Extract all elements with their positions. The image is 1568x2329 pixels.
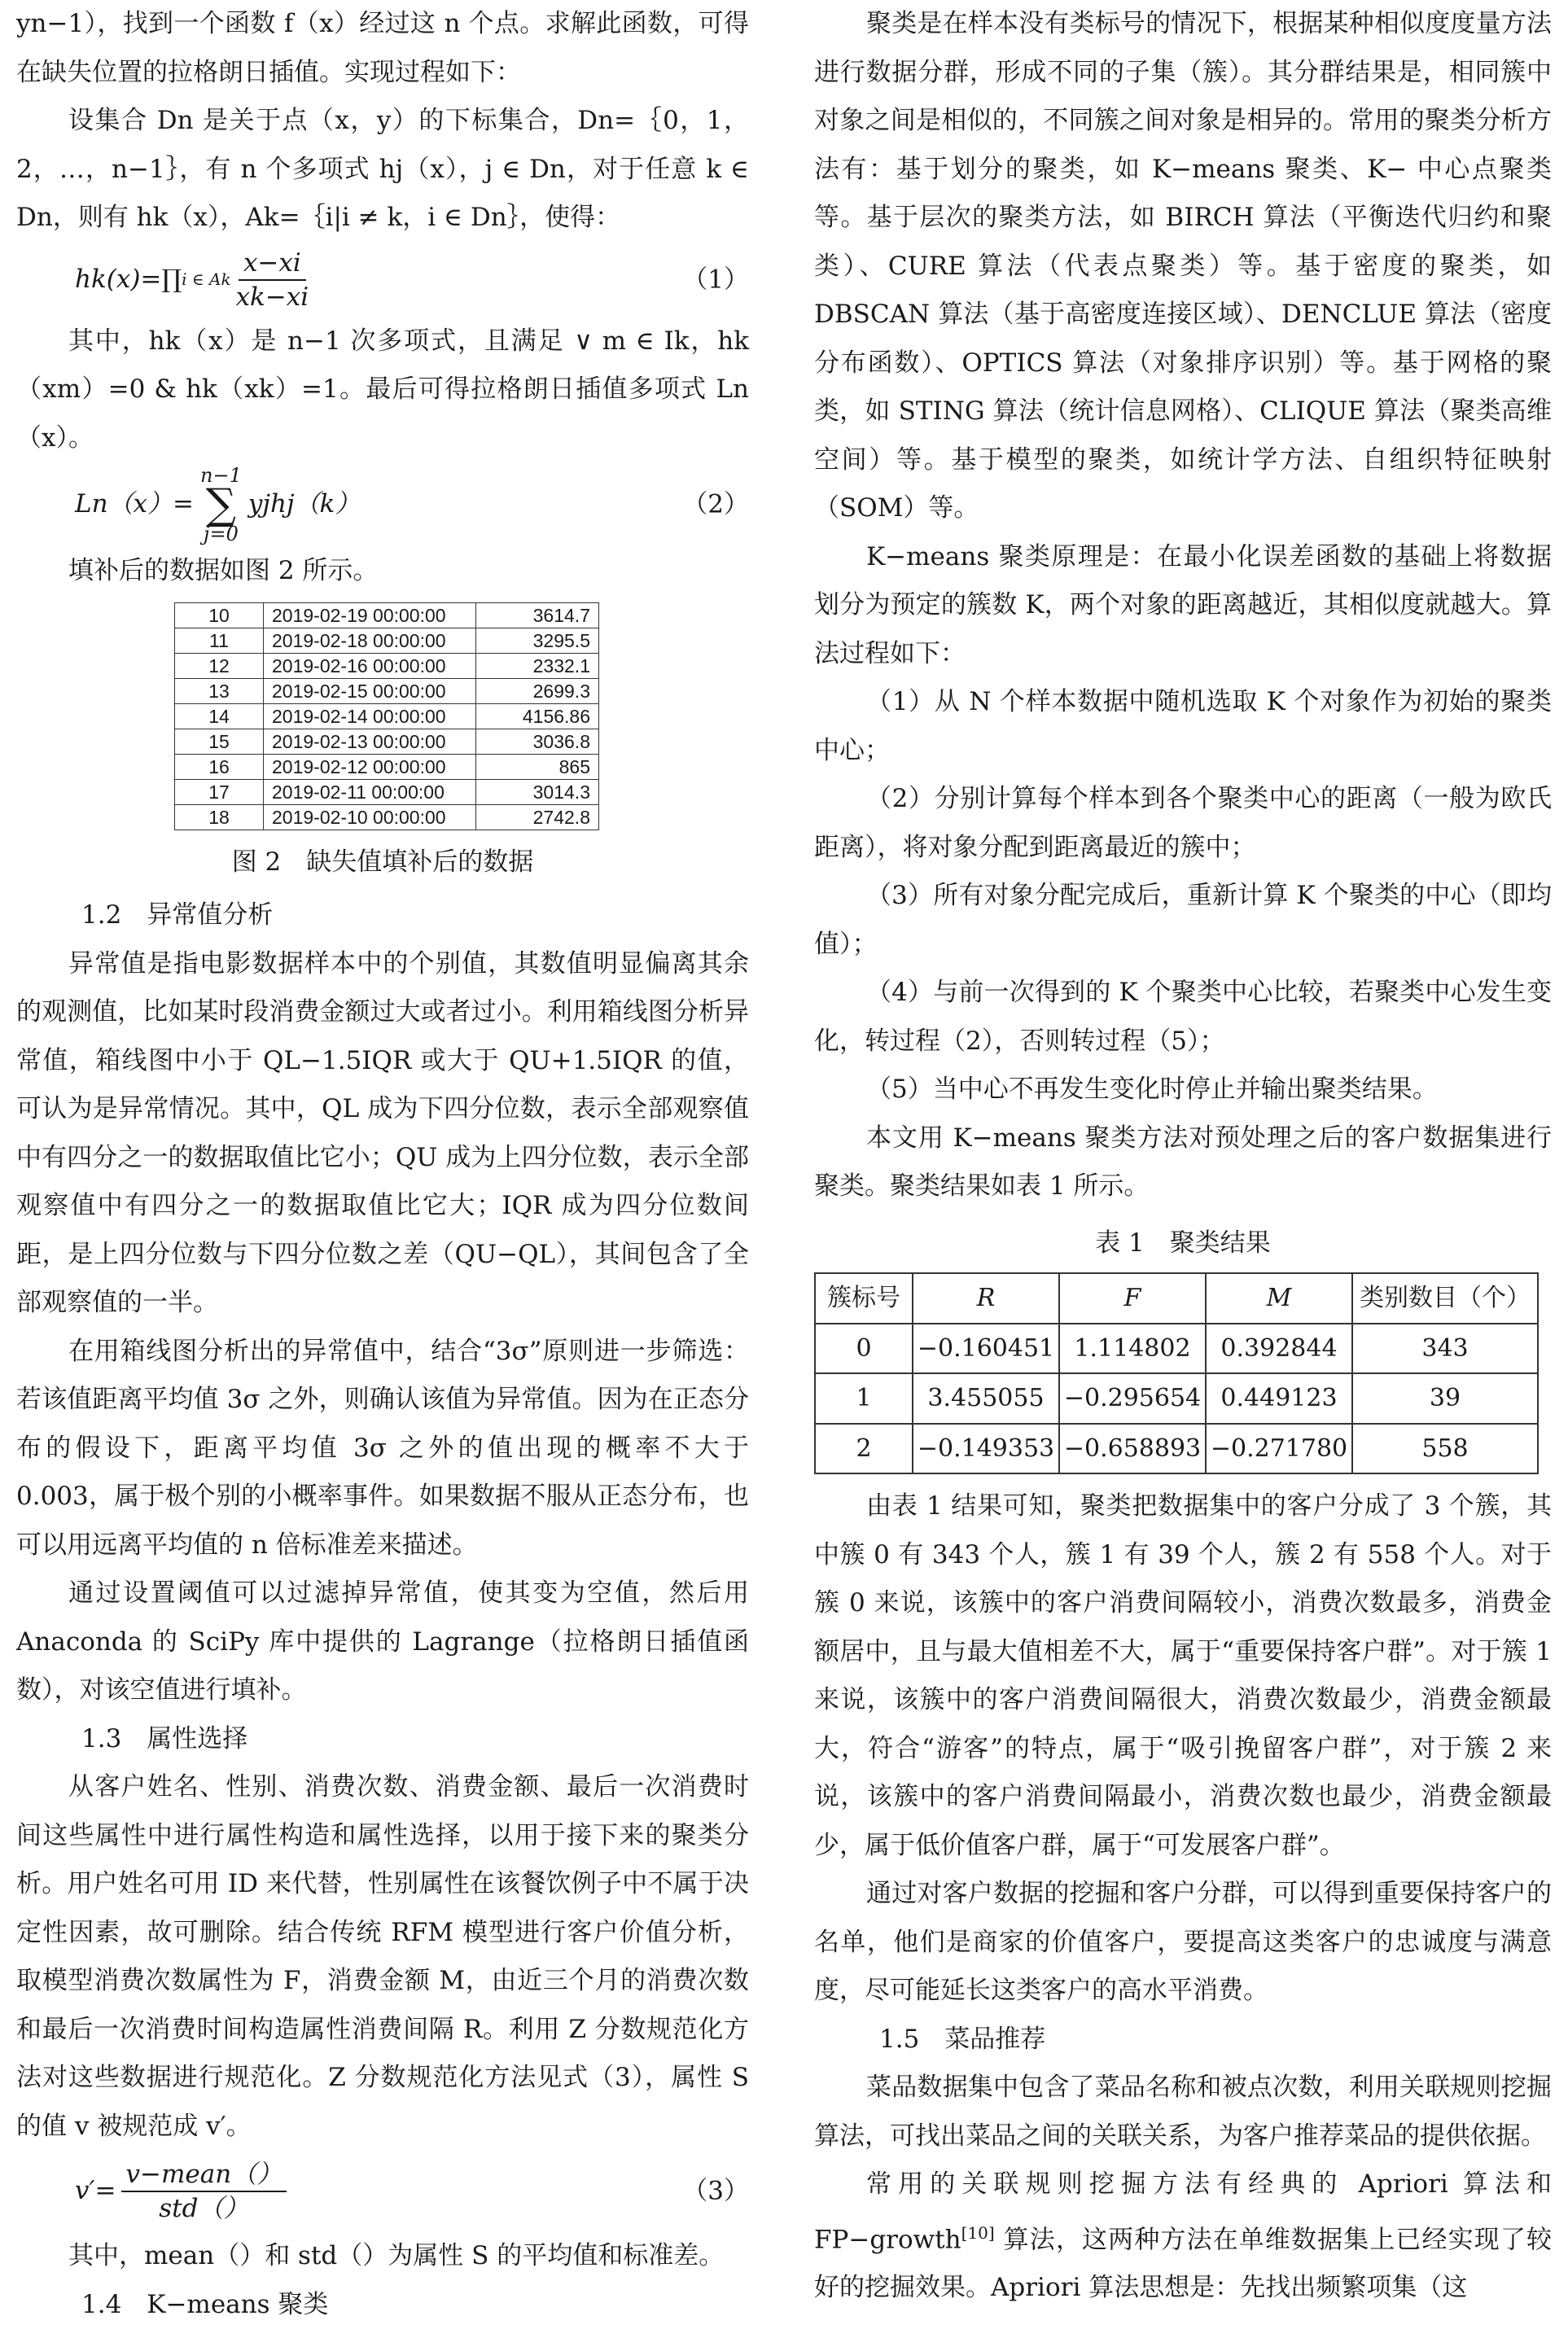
table-cell: −0.271780 xyxy=(1206,1424,1352,1474)
table-cell: 2019-02-11 00:00:00 xyxy=(264,779,476,804)
table-cell: 1.114802 xyxy=(1059,1324,1206,1374)
table-cell: 15 xyxy=(175,729,264,754)
table-row xyxy=(175,703,599,729)
table-cell: 558 xyxy=(1352,1424,1538,1474)
table-cell: 0.449123 xyxy=(1206,1373,1352,1424)
table-1 xyxy=(814,1272,1539,1474)
eq3-numerator: v−mean（） xyxy=(121,2158,287,2192)
section-heading: 1.5 菜品推荐 xyxy=(814,2016,1552,2064)
table-header-cell: 簇标号 xyxy=(815,1273,913,1324)
table-cell: 12 xyxy=(175,653,264,678)
paragraph: yn−1），找到一个函数 f（x）经过这 n 个点。求解此函数，可得在缺失位置的拉格朗日插值。实现过程如下： xyxy=(16,0,749,97)
eq1-numerator: x−xi xyxy=(239,247,306,281)
equation-1 xyxy=(16,243,749,317)
algorithm-step: （4）与前一次得到的 K 个聚类中心比较，若聚类中心发生变化，转过程（2），否则转过程（5）； xyxy=(814,969,1552,1066)
table-cell: −0.149353 xyxy=(913,1424,1059,1474)
eq2-upper: n−1 xyxy=(200,466,242,484)
paragraph xyxy=(814,2160,1552,2313)
table-cell: 1 xyxy=(815,1373,913,1424)
eq1-subscript: i ∈ Ak xyxy=(182,256,230,304)
eq2-sum xyxy=(200,466,242,543)
table-cell: 2332.1 xyxy=(476,653,599,678)
table-1-caption: 表 1 聚类结果 xyxy=(814,1219,1552,1268)
eq2-label: （2） xyxy=(682,480,749,529)
paragraph: 异常值是指电影数据样本中的个别值，其数值明显偏离其余的观测值，比如某时段消费金额过大或者过小。利用箱线图分析异常值，箱线图中小于 QL−1.5IQR 或大于 QU+1.5IQR 的值，可认为是异常情况。其中，QL 成为下四分位数，表示全部观察值中有四分之一的数据取值比它小；QU 成为上四分位数，表示全部观察值中有四分之一的数据取值比它大；IQR 成为四分位数间距，是上四分位数与下四分位数之差（QU−QL），其间包含了全部观察值的一半。 xyxy=(16,940,749,1328)
paragraph: 本文用 K−means 聚类方法对预处理之后的客户数据集进行聚类。聚类结果如表 1 所示。 xyxy=(814,1114,1552,1211)
algorithm-step: （1）从 N 个样本数据中随机选取 K 个对象作为初始的聚类中心； xyxy=(814,678,1552,775)
table-cell: 3.455055 xyxy=(913,1373,1059,1424)
paragraph: 其中，hk（x）是 n−1 次多项式，且满足 ∨ m ∈ Ik，hk（xm）=0 & hk（xk）=1。最后可得拉格朗日插值多项式 Ln（x）。 xyxy=(16,317,749,463)
table-cell: 10 xyxy=(175,602,264,628)
left-column xyxy=(16,0,749,2329)
eq3-label: （3） xyxy=(682,2167,749,2216)
table-row xyxy=(175,653,599,678)
paragraph: 在用箱线图分析出的异常值中，结合“3σ”原则进一步筛选：若该值距离平均值 3σ 之外，则确认该值为异常值。因为在正态分布的假设下，距离平均值 3σ 之外的值出现的概率不大于 0.003，属于极个别的小概率事件。如果数据不服从正态分布，也可以用远离平均值的 n 倍标准差来描述。 xyxy=(16,1328,749,1570)
table-row xyxy=(175,754,599,779)
table-cell: −0.295654 xyxy=(1059,1373,1206,1424)
table-cell: 3614.7 xyxy=(476,602,599,628)
paragraph: 从客户姓名、性别、消费次数、消费金额、最后一次消费时间这些属性中进行属性构造和属性选择，以用于接下来的聚类分析。用户姓名可用 ID 来代替，性别属性在该餐饮例子中不属于决定性因素，故可删除。结合传统 RFM 模型进行客户价值分析，取模型消费次数属性为 F，消费金额 M，由近三个月的消费次数和最后一次消费时间构造属性消费间隔 R。利用 Z 分数规范化方法对这些数据进行规范化。Z 分数规范化方法见式（3），属性 S 的值 v 被规范成 v′。 xyxy=(16,1763,749,2151)
table-cell: 0.392844 xyxy=(1206,1324,1352,1374)
table-cell: 4156.86 xyxy=(476,703,599,729)
table-row xyxy=(175,602,599,628)
paragraph: 通过对客户数据的挖掘和客户分群，可以得到重要保持客户的名单，他们是商家的价值客户，要提高这类客户的忠诚度与满意度，尽可能延长这类客户的高水平消费。 xyxy=(814,1870,1552,2016)
table-cell: 2019-02-19 00:00:00 xyxy=(264,602,476,628)
table-cell: 2742.8 xyxy=(476,804,599,830)
table-cell: 18 xyxy=(175,804,264,830)
right-column xyxy=(814,0,1552,2313)
paragraph: 由表 1 结果可知，聚类把数据集中的客户分成了 3 个簇，其中簇 0 有 343 个人，簇 1 有 39 个人，簇 2 有 558 个人。对于簇 0 来说，该簇中的客户消费间隔较小，消费次数最多，消费金额居中，且与最大值相差不大，属于“重要保持客户群”。对于簇 1 来说，该簇中的客户消费间隔很大，消费次数最少，消费金额最大，符合“游客”的特点，属于“吸引挽留客户群”，对于簇 2 来说，该簇中的客户消费间隔最小，消费次数也最少，消费金额最少，属于低价值客户群，属于“可发展客户群”。 xyxy=(814,1482,1552,1870)
table-cell: 0 xyxy=(815,1324,913,1374)
eq2-lhs: Ln（x）= xyxy=(75,480,194,529)
citation-ref: [10] xyxy=(961,2223,995,2243)
section-heading: 1.3 属性选择 xyxy=(16,1715,749,1764)
eq1-label: （1） xyxy=(682,256,749,304)
table-cell: 16 xyxy=(175,754,264,779)
paragraph: 聚类是在样本没有类标号的情况下，根据某种相似度度量方法进行数据分群，形成不同的子集（簇）。其分群结果是，相同簇中对象之间是相似的，不同簇之间对象是相异的。常用的聚类分析方法有：基于划分的聚类，如 K−means 聚类、K− 中心点聚类等。基于层次的聚类方法，如 BIRCH 算法（平衡迭代归约和聚类）、CURE 算法（代表点聚类）等。基于密度的聚类，如 DBSCAN 算法（基于高密度连接区域）、DENCLUE 算法（密度分布函数）、OPTICS 算法（对象排序识别）等。基于网格的聚类，如 STING 算法（统计信息网格）、CLIQUE 算法（聚类高维空间）等。基于模型的聚类，如统计学方法、自组织特征映射（SOM）等。 xyxy=(814,0,1552,533)
table-cell: 13 xyxy=(175,678,264,703)
table-header-cell: R xyxy=(913,1273,1059,1324)
table-row xyxy=(175,779,599,804)
table-cell: 2699.3 xyxy=(476,678,599,703)
eq3-lhs: v′= xyxy=(75,2167,116,2216)
paragraph: 填补后的数据如图 2 所示。 xyxy=(16,547,749,596)
paragraph: 菜品数据集中包含了菜品名称和被点次数，利用关联规则挖掘算法，可找出菜品之间的关联关系，为客户推荐菜品的提供依据。 xyxy=(814,2064,1552,2160)
paragraph-text: 常用的关联规则挖掘方法有经典的 Apriori 算法和 FP−growth xyxy=(814,2169,1552,2254)
table-cell: 2019-02-13 00:00:00 xyxy=(264,729,476,754)
table-cell: 3036.8 xyxy=(476,729,599,754)
table-cell: −0.658893 xyxy=(1059,1424,1206,1474)
eq3-denominator: std（） xyxy=(159,2192,248,2225)
table-cell: 2019-02-18 00:00:00 xyxy=(264,628,476,653)
table-header-cell: F xyxy=(1059,1273,1206,1324)
table-row xyxy=(815,1324,1538,1374)
table-cell: 17 xyxy=(175,779,264,804)
eq2-rhs: yjhj（k） xyxy=(248,480,361,529)
table-cell: 14 xyxy=(175,703,264,729)
paragraph: 通过设置阈值可以过滤掉异常值，使其变为空值，然后用 Anaconda 的 SciPy 库中提供的 Lagrange（拉格朗日插值函数），对该空值进行填补。 xyxy=(16,1569,749,1715)
table-row xyxy=(815,1373,1538,1424)
paragraph: K−means 聚类原理是：在最小化误差函数的基础上将数据划分为预定的簇数 K，两个对象的距离越近，其相似度就越大。算法过程如下： xyxy=(814,533,1552,679)
section-heading: 1.2 异常值分析 xyxy=(16,891,749,940)
table-cell: 2019-02-10 00:00:00 xyxy=(264,804,476,830)
paragraph-text: 算法，这两种方法在单维数据集上已经实现了较好的挖掘效果。Apriori 算法思想是：先找出频繁项集（这 xyxy=(814,2225,1552,2303)
table-cell: 11 xyxy=(175,628,264,653)
sigma-symbol: ∑ xyxy=(206,484,236,525)
equation-3 xyxy=(16,2151,749,2232)
table-cell: 865 xyxy=(476,754,599,779)
figure-2-caption: 图 2 缺失值填补后的数据 xyxy=(16,838,749,887)
algorithm-step: （5）当中心不再发生变化时停止并输出聚类结果。 xyxy=(814,1066,1552,1114)
table-header-cell: 类别数目（个） xyxy=(1352,1273,1538,1324)
eq3-fraction xyxy=(121,2158,287,2225)
table-header-cell: M xyxy=(1206,1273,1352,1324)
section-heading: 1.4 K−means 聚类 xyxy=(16,2281,749,2329)
algorithm-step: （3）所有对象分配完成后，重新计算 K 个聚类的中心（即均值）； xyxy=(814,872,1552,969)
table-row xyxy=(175,628,599,653)
eq1-lhs: hk(x)=∏ xyxy=(75,256,182,304)
paragraph: 设集合 Dn 是关于点（x，y）的下标集合，Dn=｛0，1，2，…，n−1｝，有 n 个多项式 hj（x），j ∈ Dn，对于任意 k ∈ Dn，则有 hk（x），Ak=｛i|i ≠ k，i ∈ Dn｝，使得： xyxy=(16,97,749,243)
figure-2-table xyxy=(174,602,599,830)
table-row xyxy=(175,729,599,754)
table-cell: 39 xyxy=(1352,1373,1538,1424)
algorithm-step: （2）分别计算每个样本到各个聚类中心的距离（一般为欧氏距离），将对象分配到距离最近的簇中； xyxy=(814,775,1552,872)
paragraph: 其中，mean（）和 std（）为属性 S 的平均值和标准差。 xyxy=(16,2232,749,2281)
eq1-denominator: xk−xi xyxy=(236,281,309,313)
table-cell: 343 xyxy=(1352,1324,1538,1374)
table-cell: −0.160451 xyxy=(913,1324,1059,1374)
table-cell: 2 xyxy=(815,1424,913,1474)
table-cell: 2019-02-12 00:00:00 xyxy=(264,754,476,779)
eq2-lower: j=0 xyxy=(204,525,239,543)
table-row xyxy=(175,804,599,830)
table-cell: 3014.3 xyxy=(476,779,599,804)
eq1-fraction xyxy=(236,247,309,313)
table-cell: 2019-02-15 00:00:00 xyxy=(264,678,476,703)
table-cell: 2019-02-14 00:00:00 xyxy=(264,703,476,729)
table-cell: 2019-02-16 00:00:00 xyxy=(264,653,476,678)
table-row xyxy=(175,678,599,703)
table-header-row xyxy=(815,1273,1538,1324)
table-row xyxy=(815,1424,1538,1474)
equation-2 xyxy=(16,462,749,547)
table-cell: 3295.5 xyxy=(476,628,599,653)
